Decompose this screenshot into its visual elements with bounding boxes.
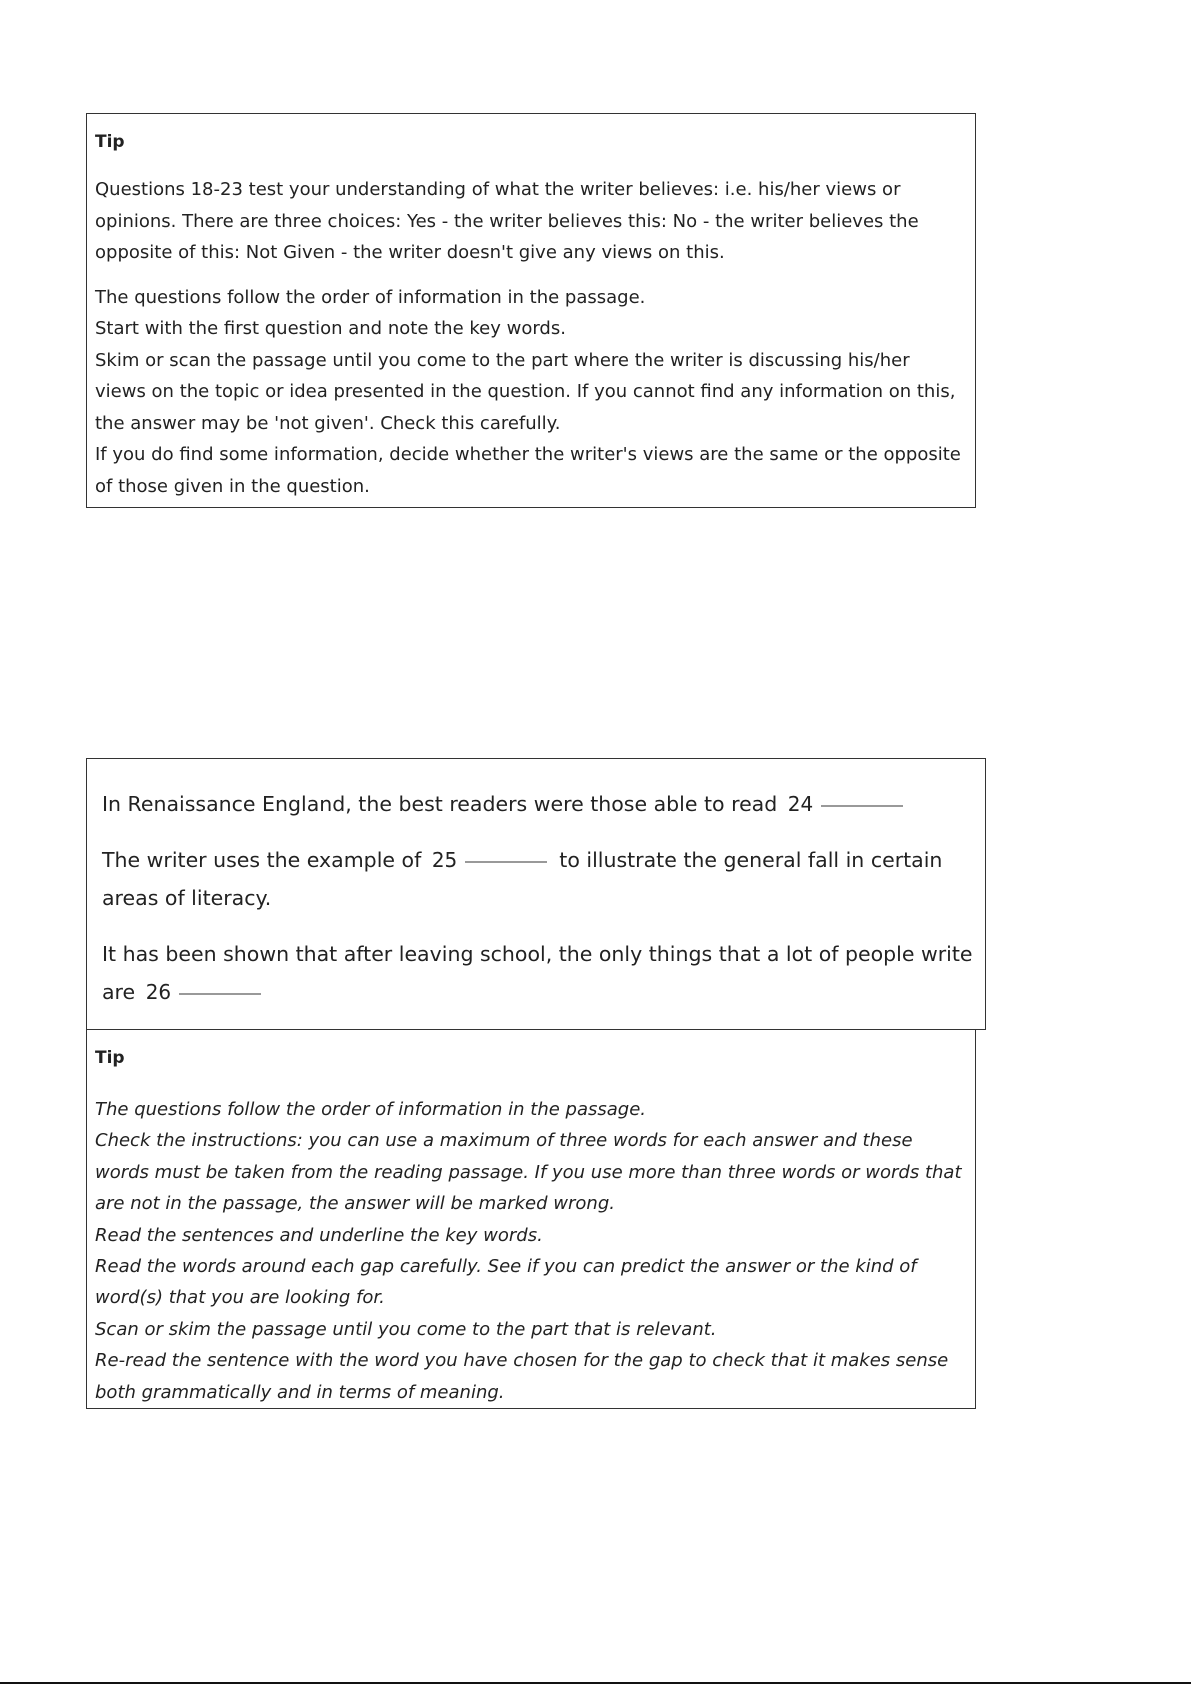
question-text: In Renaissance England, the best readers were those able to read bbox=[102, 792, 778, 816]
tip-line: The questions follow the order of information in the passage. bbox=[95, 286, 646, 308]
answer-blank-26[interactable] bbox=[179, 993, 261, 995]
tip-line: Skim or scan the passage until you come to the part where the writer is discussing his/her views on the topic or idea presented in the question. If you cannot find any information on this, the answer may be 'not given'. Check this carefully. bbox=[95, 349, 956, 434]
tip-line: Read the words around each gap carefully. See if you can predict the answer or the kind of word(s) that you are looking for. bbox=[95, 1256, 917, 1309]
tip-line: If you do find some information, decide whether the writer's views are the same or the opposite of those given in the question. bbox=[95, 444, 961, 497]
tip-line: Re-read the sentence with the word you have chosen for the gap to check that it makes sense both grammatically and in terms of meaning. bbox=[95, 1350, 949, 1403]
footer-rule bbox=[0, 1682, 1191, 1684]
question-text: The writer uses the example of bbox=[102, 848, 422, 872]
tip-box-yes-no-not-given bbox=[86, 113, 976, 508]
answer-blank-24[interactable] bbox=[821, 805, 903, 807]
question-number: 24 bbox=[787, 792, 814, 816]
question-25 bbox=[102, 841, 982, 917]
question-number: 26 bbox=[145, 980, 172, 1004]
tip-line: Check the instructions: you can use a maximum of three words for each answer and these words must be taken from the reading passage. If you use more than three words or words that are not in the passage, the answer will be marked wrong. bbox=[95, 1130, 962, 1215]
tip-line: The questions follow the order of information in the passage. bbox=[95, 1099, 647, 1120]
question-text-after: to illustrate the general fall in certain areas of literacy. bbox=[102, 848, 943, 910]
tip-title: Tip bbox=[95, 1048, 125, 1068]
tip-intro-paragraph: Questions 18-23 test your understanding of what the writer believes: i.e. his/her views or opinions. There are three choices: Yes - the writer believes this: No - the writer believes the opposite of this: Not Given - the writer doesn't give any views on this. bbox=[95, 179, 919, 263]
question-26 bbox=[102, 935, 982, 1011]
tip-line: Start with the first question and note the key words. bbox=[95, 318, 566, 339]
question-24 bbox=[102, 785, 982, 823]
tip-line: Scan or skim the passage until you come to the part that is relevant. bbox=[95, 1318, 717, 1340]
tip-box-sentence-completion bbox=[86, 1029, 976, 1409]
tip-line: Read the sentences and underline the key words. bbox=[95, 1224, 543, 1246]
tip-title: Tip bbox=[95, 132, 125, 152]
question-text: It has been shown that after leaving school, the only things that a lot of people write are bbox=[102, 942, 973, 1004]
answer-blank-25[interactable] bbox=[465, 861, 547, 863]
question-number: 25 bbox=[431, 848, 458, 872]
sentence-completion-box bbox=[86, 758, 986, 1030]
